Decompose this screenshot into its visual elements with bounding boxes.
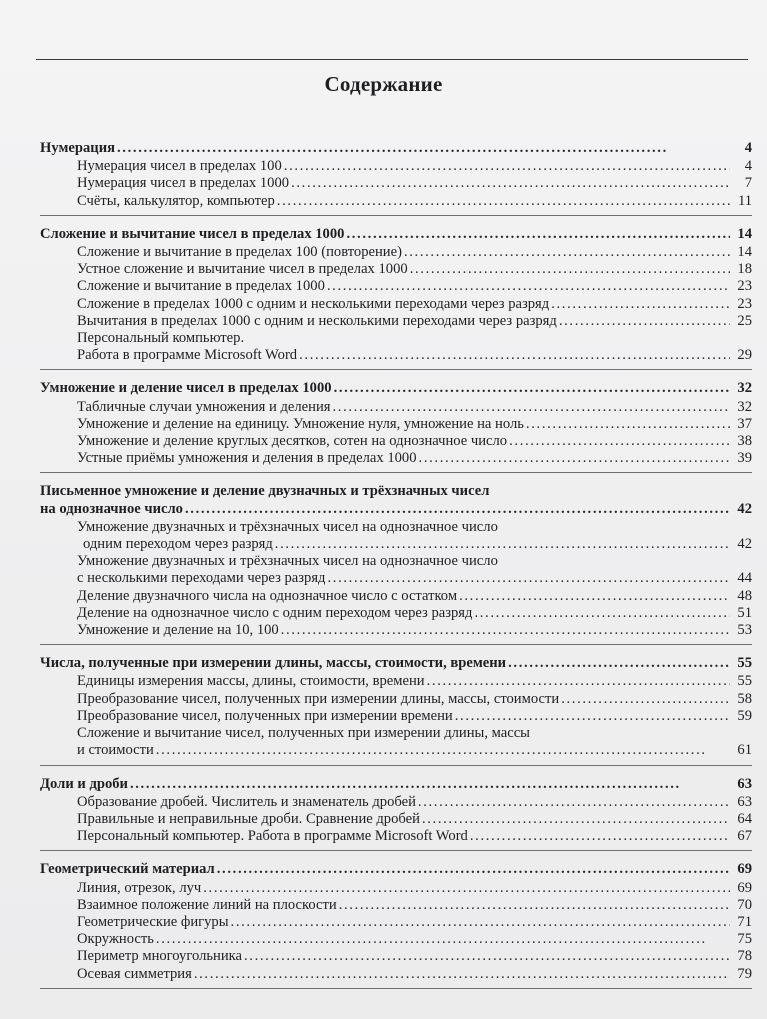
page-number: 71 — [737, 913, 752, 930]
toc-entry — [40, 691, 752, 708]
page-number: 29 — [737, 347, 752, 364]
dot-leader — [156, 931, 730, 948]
dot-leader — [526, 416, 730, 433]
dot-leader — [217, 861, 730, 878]
dot-leader — [427, 673, 730, 690]
dot-leader — [231, 914, 730, 931]
dot-leader — [509, 433, 730, 450]
entry-title: Деление на однозначное число с одним переходом через разряд — [77, 604, 473, 621]
dot-leader — [455, 708, 730, 725]
entry-title: с несколькими переходами через разряд — [77, 570, 326, 587]
page-number: 59 — [737, 707, 752, 724]
entry-title-line: Умножение двузначных и трёхзначных чисел на однозначное число — [77, 553, 498, 570]
section-title: Нумерация — [40, 140, 115, 156]
page-number: 75 — [737, 931, 752, 948]
dot-leader — [508, 655, 730, 672]
section-heading — [40, 380, 752, 397]
page-title: Содержание — [324, 72, 443, 96]
section-heading — [40, 501, 752, 518]
page-number: 25 — [737, 312, 752, 329]
toc-section — [40, 653, 752, 765]
page-number: 4 — [744, 140, 752, 156]
toc-entry — [40, 244, 752, 261]
dot-leader — [410, 261, 730, 278]
toc-entry — [40, 794, 752, 811]
entry-title: Вычитания в пределах 1000 с одним и несколькими переходами через разряд — [77, 312, 557, 329]
toc-entry — [40, 193, 752, 210]
page-number: 55 — [737, 655, 752, 672]
entry-title-line: Персональный компьютер. — [77, 330, 245, 347]
toc-entry — [40, 175, 752, 192]
dot-leader — [281, 622, 730, 639]
toc-section — [40, 774, 752, 852]
entry-title: Преобразование чисел, полученных при измерении длины, массы, стоимости — [77, 690, 560, 707]
dot-leader — [559, 313, 730, 330]
page-number: 64 — [737, 810, 752, 827]
toc-entry — [40, 622, 752, 639]
toc-entry — [40, 897, 752, 914]
page-number: 18 — [737, 261, 752, 278]
dot-leader — [561, 691, 730, 708]
dot-leader — [130, 776, 730, 793]
entry-title: Нумерация чисел в пределах 100 — [77, 158, 282, 175]
dot-leader — [275, 536, 730, 553]
page-number: 37 — [737, 415, 752, 432]
toc-entry — [40, 605, 752, 622]
toc-entry — [40, 966, 752, 983]
dot-leader — [418, 794, 730, 811]
section-title-line: Письменное умножение и деление двузначных и трёхзначных чисел — [40, 483, 490, 500]
entry-title: Деление двузначного числа на однозначное число с остатком — [77, 587, 458, 604]
top-rule — [36, 59, 748, 60]
dot-leader — [299, 347, 730, 364]
dot-leader — [327, 570, 730, 587]
dot-leader — [185, 501, 730, 518]
dot-leader — [327, 278, 730, 295]
page-number: 70 — [737, 896, 752, 913]
page-number: 32 — [737, 380, 752, 397]
dot-leader — [551, 296, 730, 313]
toc-entry — [40, 313, 752, 330]
page-number: 32 — [737, 398, 752, 415]
page-number: 63 — [737, 793, 752, 810]
dot-leader — [459, 588, 730, 605]
dot-leader — [117, 140, 730, 157]
page-number: 63 — [737, 775, 752, 792]
section-title: Доли и дроби — [40, 775, 128, 792]
section-heading — [40, 776, 752, 793]
dot-leader — [277, 193, 730, 210]
toc-entry — [40, 570, 752, 587]
entry-title: Персональный компьютер. Работа в программе Microsoft Word — [77, 828, 468, 845]
dot-leader — [194, 966, 730, 983]
section-title: Сложение и вычитание чисел в пределах 1000 — [40, 225, 345, 242]
entry-title: Осевая симметрия — [77, 965, 192, 982]
entry-title: Табличные случаи умножения и деления — [77, 398, 331, 415]
toc-entry — [40, 416, 752, 433]
dot-leader — [404, 244, 730, 261]
page-number: 55 — [737, 673, 752, 690]
toc-section — [40, 138, 752, 216]
section-heading — [40, 655, 752, 672]
toc-section — [40, 859, 752, 988]
page-number: 51 — [737, 604, 752, 621]
dot-leader — [419, 450, 730, 467]
dot-leader — [332, 399, 730, 416]
page-number: 39 — [737, 450, 752, 467]
entry-title: Умножение и деление на единицу. Умножение нуля, умножение на ноль — [77, 415, 524, 432]
entry-title: Преобразование чисел, полученных при измерении времени — [77, 707, 453, 724]
page-number: 69 — [737, 861, 752, 878]
page-number: 23 — [737, 295, 752, 312]
dot-leader — [339, 897, 730, 914]
toc-entry — [40, 948, 752, 965]
toc-entry — [40, 914, 752, 931]
entry-title: Умножение и деление на 10, 100 — [77, 622, 279, 639]
entry-title-line: Сложение и вычитание чисел, полученных при измерении длины, массы — [77, 725, 530, 742]
entry-title: Устное сложение и вычитание чисел в пределах 1000 — [77, 261, 408, 278]
entry-title: одним переходом через разряд — [83, 536, 273, 553]
page-number: 67 — [737, 828, 752, 845]
entry-title: Сложение и вычитание в пределах 1000 — [77, 278, 325, 295]
page-number: 11 — [737, 192, 752, 209]
entry-title: Взаимное положение линий на плоскости — [77, 896, 337, 913]
toc-entry — [40, 296, 752, 313]
section-title: Геометрический материал — [40, 861, 215, 878]
section-title: Числа, полученные при измерении длины, массы, стоимости, времени — [40, 655, 507, 672]
page-number: 38 — [737, 433, 752, 450]
page-number: 58 — [737, 690, 752, 707]
page-number: 53 — [737, 622, 752, 639]
page-number: 42 — [737, 500, 752, 517]
dot-leader — [156, 742, 730, 759]
page-number: 7 — [744, 175, 752, 192]
section-title: Умножение и деление чисел в пределах 1000 — [40, 380, 332, 397]
page-number: 42 — [737, 536, 752, 553]
toc-section — [40, 378, 752, 473]
entry-title: Окружность — [77, 931, 154, 948]
section-title: на однозначное число — [40, 500, 183, 517]
section-heading — [40, 226, 752, 243]
toc-entry — [40, 828, 752, 845]
toc-entry — [40, 931, 752, 948]
section-heading — [40, 140, 752, 157]
dot-leader — [334, 380, 730, 397]
toc-entry — [40, 708, 752, 725]
entry-title: Счёты, калькулятор, компьютер — [77, 192, 275, 209]
dot-leader — [470, 828, 730, 845]
page-number: 48 — [737, 587, 752, 604]
toc-entry — [40, 673, 752, 690]
entry-title: Умножение и деление круглых десятков, сотен на однозначное число — [77, 433, 508, 450]
dot-leader — [474, 605, 730, 622]
entry-title: Сложение и вычитание в пределах 100 (повторение) — [77, 244, 402, 261]
page-number: 14 — [737, 244, 752, 261]
entry-title: Устные приёмы умножения и деления в пределах 1000 — [77, 450, 417, 467]
entry-title-line: Умножение двузначных и трёхзначных чисел на однозначное число — [77, 518, 498, 535]
dot-leader — [284, 158, 730, 175]
dot-leader — [291, 175, 730, 192]
toc-entry — [40, 433, 752, 450]
entry-title: Сложение в пределах 1000 с одним и несколькими переходами через разряд — [77, 295, 550, 312]
entry-title: Образование дробей. Числитель и знаменатель дробей — [77, 793, 416, 810]
entry-title: Геометрические фигуры — [77, 913, 229, 930]
entry-title: Линия, отрезок, луч — [77, 879, 202, 896]
section-heading — [40, 861, 752, 878]
toc-entry — [40, 347, 752, 364]
dot-leader — [203, 880, 730, 897]
page-number: 14 — [737, 225, 752, 242]
page-number: 23 — [737, 278, 752, 295]
entry-title: Правильные и неправильные дроби. Сравнение дробей — [77, 810, 420, 827]
toc-entry — [40, 588, 752, 605]
entry-title: и стоимости — [77, 742, 154, 759]
toc-section — [40, 481, 752, 645]
entry-title: Периметр многоугольника — [77, 948, 242, 965]
entry-title: Работа в программе Microsoft Word — [77, 347, 298, 364]
page-number: 79 — [737, 965, 752, 982]
page-number: 44 — [737, 570, 752, 587]
table-of-contents — [40, 138, 752, 997]
entry-title: Нумерация чисел в пределах 1000 — [77, 175, 290, 192]
toc-entry — [40, 158, 752, 175]
page-number: 4 — [744, 158, 752, 175]
toc-entry — [40, 880, 752, 897]
page-number: 78 — [737, 948, 752, 965]
toc-entry — [40, 278, 752, 295]
toc-entry — [40, 450, 752, 467]
toc-entry — [40, 399, 752, 416]
page-number: 69 — [737, 879, 752, 896]
dot-leader — [244, 948, 730, 965]
toc-entry — [40, 536, 752, 553]
toc-section — [40, 224, 752, 371]
dot-leader — [422, 811, 730, 828]
toc-entry — [40, 742, 752, 759]
toc-entry — [40, 811, 752, 828]
toc-entry — [40, 261, 752, 278]
dot-leader — [346, 226, 730, 243]
page-number: 61 — [737, 742, 752, 759]
entry-title: Единицы измерения массы, длины, стоимости, времени — [77, 673, 425, 690]
